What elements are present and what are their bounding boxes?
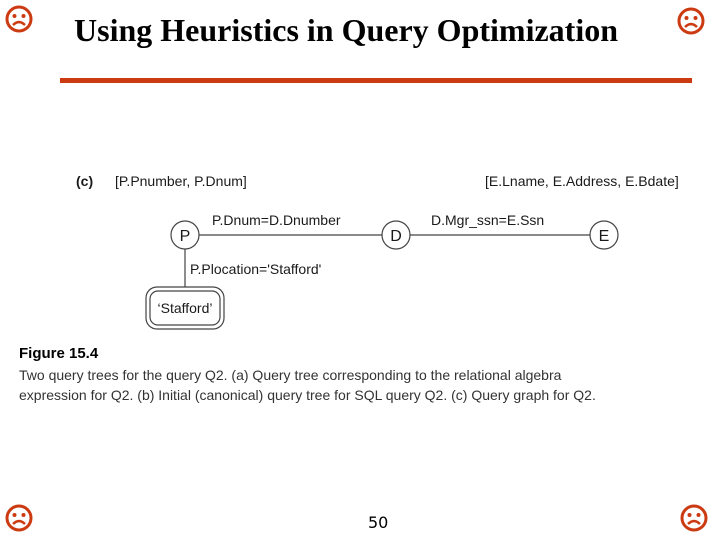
- figure-caption-line-2: expression for Q2. (b) Initial (canonical) query tree for SQL query Q2. (c) Query graph for Q2.: [19, 387, 596, 403]
- edge-label-p-d: P.Dnum=D.Dnumber: [212, 212, 341, 228]
- edge-label-d-e: D.Mgr_ssn=E.Ssn: [431, 212, 545, 228]
- left-projection-label: [P.Pnumber, P.Dnum]: [115, 173, 247, 189]
- constant-node-label: ‘Stafford’: [157, 300, 213, 316]
- slide-title: Using Heuristics in Query Optimization: [74, 12, 618, 48]
- sad-face-icon: [4, 503, 34, 533]
- node-d-label: D: [390, 228, 402, 245]
- figure-caption-line-1: Two query trees for the query Q2. (a) Query tree corresponding to the relational algebra: [19, 367, 562, 383]
- sad-face-icon: [679, 503, 709, 533]
- edge-label-p-stafford: P.Plocation='Stafford': [190, 261, 322, 277]
- page-number: 50: [368, 513, 389, 532]
- right-projection-label: [E.Lname, E.Address, E.Bdate]: [485, 173, 679, 189]
- node-p-label: P: [179, 228, 191, 245]
- panel-label: (c): [76, 173, 94, 189]
- figure-caption-title: Figure 15.4: [19, 345, 99, 362]
- node-e-label: E: [598, 228, 610, 245]
